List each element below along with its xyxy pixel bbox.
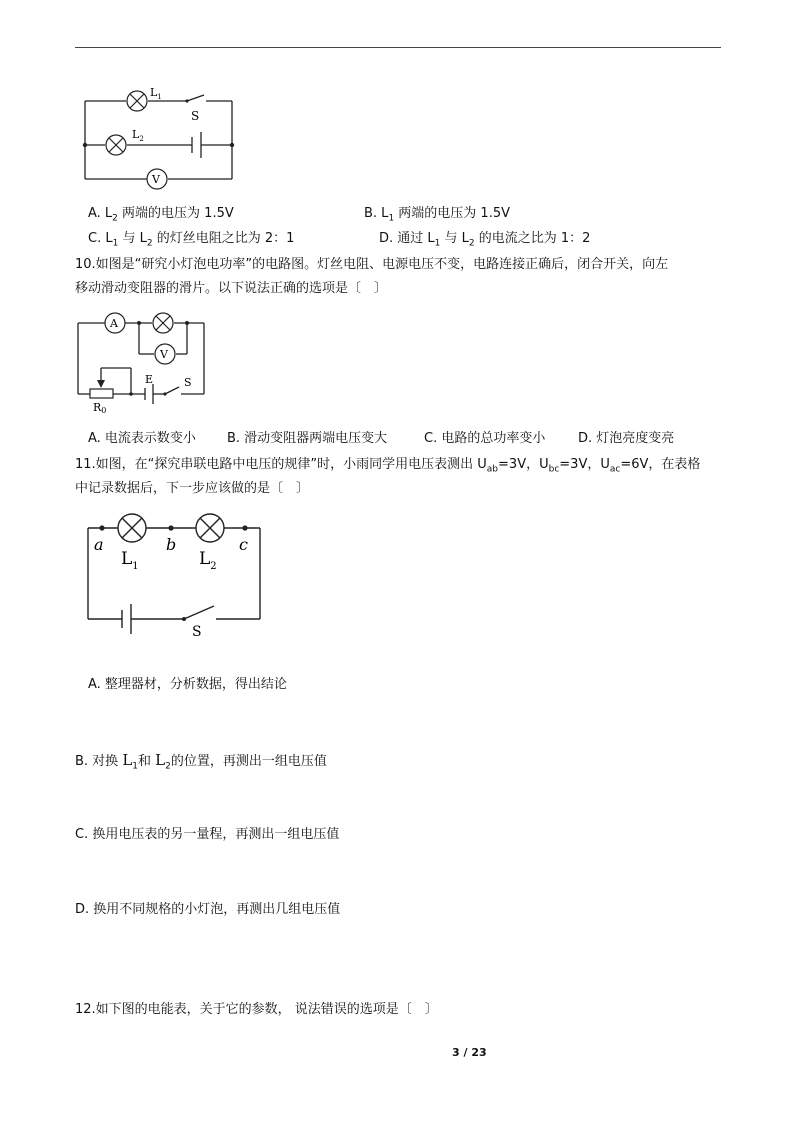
switch-label: S [192,624,202,640]
q10-option-d: D. 灯泡亮度变亮 [578,431,675,446]
ammeter-label: A [110,317,118,330]
svg-text:L1: $L_1$ [121,549,139,572]
switch-label: S [191,109,200,123]
svg-text:L1: $L_1$ [150,86,162,101]
q11-option-a: A. 整理器材，分析数据，得出结论 [88,677,287,692]
lamp-icon [153,313,173,333]
q10-option-b: B. 滑动变阻器两端电压变大 [227,431,388,446]
header-rule [75,47,721,48]
q11-question-line1: 11.如图，在“探究串联电路中电压的规律”时，小雨同学用电压表测出 $U_{ab}=3V$，$U_{bc}=3V$，$U_{ac}=6V$，在表格 [75,457,701,475]
battery-label: E [145,373,154,386]
page-number: 3 / 23 [452,1046,487,1059]
voltmeter-label: V [152,173,160,186]
point-c-label: c [239,535,248,554]
q10-option-a: A. 电流表示数变小 [88,431,196,446]
point-a-label: a [94,535,104,554]
q9-option-c: C. $L_1$ 与 $L_2$ 的灯丝电阻之比为 2：1 [88,231,295,249]
lamp-l1-icon [118,514,146,542]
q10-option-c: C. 电路的总功率变小 [424,431,546,446]
q11-option-b: B. 对换 $L_1$和 $L_2$的位置，再测出一组电压值 [75,751,327,772]
point-b-label: b [166,535,177,554]
lamp-l2-icon [106,135,126,155]
q11-option-c: C. 换用电压表的另一量程，再测出一组电压值 [75,827,340,842]
svg-text:R0: R0 [93,401,107,415]
q11-option-d: D. 换用不同规格的小灯泡，再测出几组电压值 [75,902,341,917]
lamp-l1-icon [127,91,147,111]
q9-option-a: A. $L_2$ 两端的电压为 1.5V [88,206,234,224]
q10-question-line1: 10.如图是“研究小灯泡电功率”的电路图。灯丝电阻、电源电压不变，电路连接正确后，闭合开关，向左 [75,257,669,272]
q11-circuit-diagram [82,512,272,642]
q11-question-line2: 中记录数据后，下一步应该做的是〔 〕 [75,481,310,496]
q12-question-line1: 12.如下图的电能表，关于它的参数， 说法错误的选项是〔 〕 [75,1002,438,1017]
q9-circuit-diagram [80,80,240,190]
lamp-l2-icon [196,514,224,542]
switch-label: S [184,376,192,389]
q9-option-d: D. 通过 $L_1$ 与 $L_2$ 的电流之比为 1：2 [379,231,591,249]
voltmeter-label: V [160,348,168,361]
svg-text:L2: $L_2$ [132,128,144,143]
q10-circuit-diagram [75,310,215,422]
svg-text:L2: $L_2$ [199,549,217,572]
q9-option-b: B. $L_1$ 两端的电压为 1.5V [364,206,511,224]
q10-question-line2: 移动滑动变阻器的滑片。以下说法正确的选项是〔 〕 [75,281,388,296]
